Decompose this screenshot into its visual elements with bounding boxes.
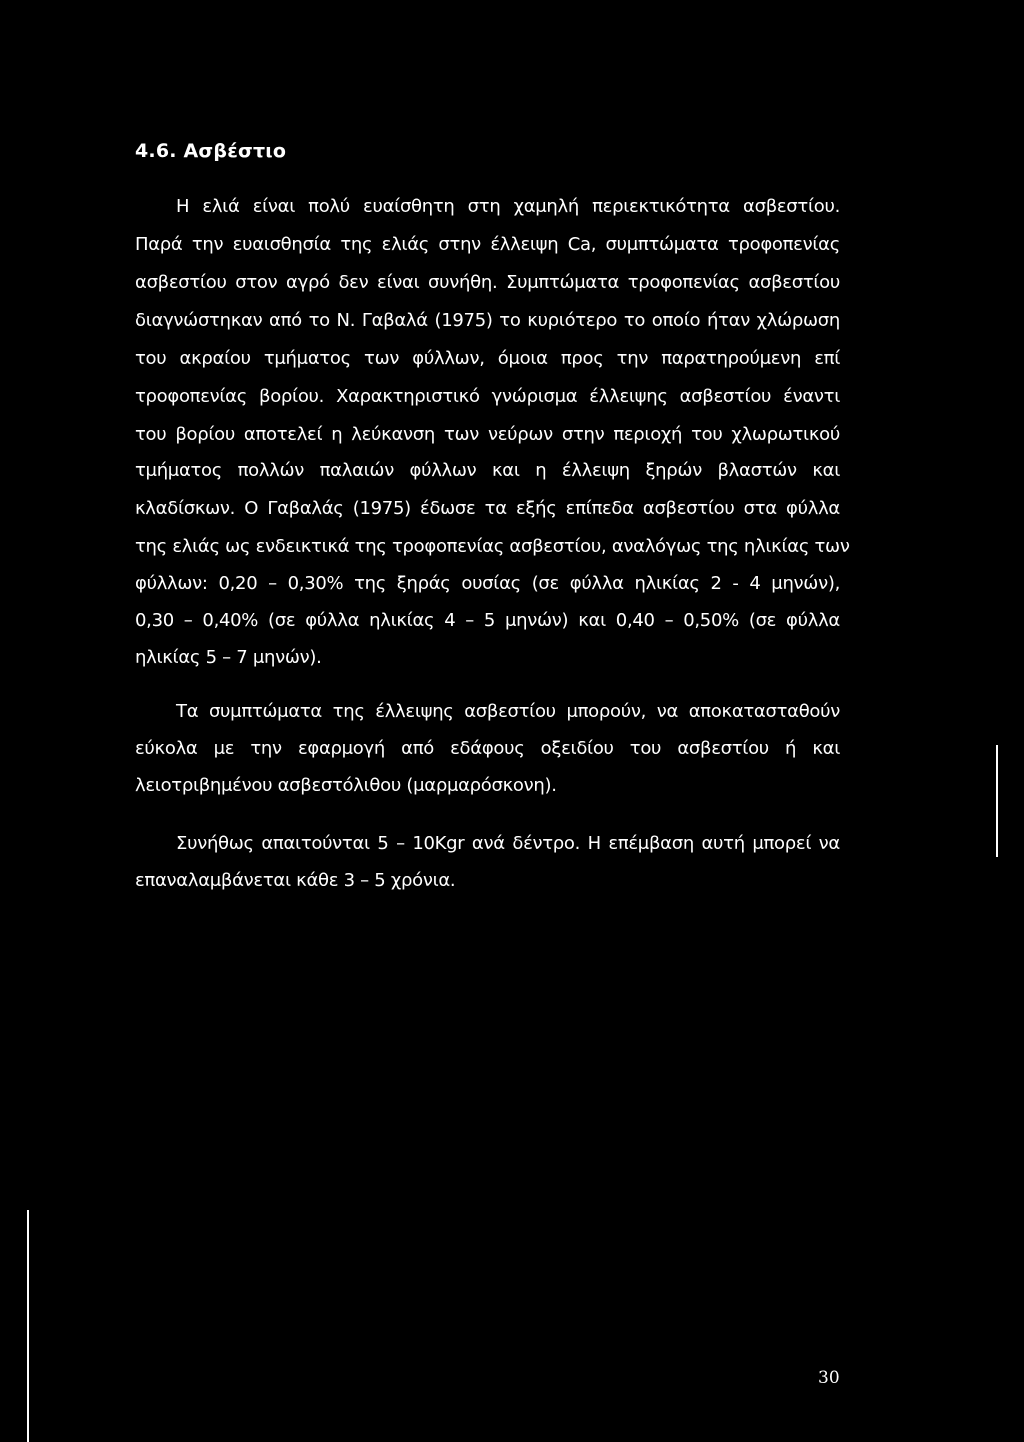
text-line: ηλικίας 5 – 7 μηνών). [135, 647, 322, 668]
margin-rule-left [27, 1210, 29, 1442]
text-line: 0,30 – 0,40% (σε φύλλα ηλικίας 4 – 5 μηνών) και 0,40 – 0,50% (σε φύλλα [135, 610, 840, 631]
text-line: Παρά την ευαισθησία της ελιάς στην έλλειψη Ca, συμπτώματα τροφοπενίας [135, 234, 840, 255]
text-line: τροφοπενίας βορίου. Χαρακτηριστικό γνώρισμα έλλειψης ασβεστίου έναντι [135, 386, 840, 407]
text-line: τμήματος πολλών παλαιών φύλλων και η έλλειψη ξηρών βλαστών και [135, 460, 840, 481]
text-line: διαγνώστηκαν από το Ν. Γαβαλά (1975) το κυριότερο το οποίο ήταν χλώρωση [135, 310, 840, 331]
text-line: Η ελιά είναι πολύ ευαίσθητη στη χαμηλή περιεκτικότητα ασβεστίου. [176, 196, 840, 217]
text-line: φύλλων: 0,20 – 0,30% της ξηράς ουσίας (σε φύλλα ηλικίας 2 - 4 μηνών), [135, 573, 840, 594]
text-line: λειοτριβημένου ασβεστόλιθου (μαρμαρόσκονη). [135, 775, 557, 796]
text-line: Τα συμπτώματα της έλλειψης ασβεστίου μπορούν, να αποκατασταθούν [176, 701, 840, 722]
text-line: του βορίου αποτελεί η λεύκανση των νεύρων στην περιοχή του χλωρωτικού [135, 424, 840, 445]
text-line: επαναλαμβάνεται κάθε 3 – 5 χρόνια. [135, 870, 456, 891]
text-line: ασβεστίου στον αγρό δεν είναι συνήθη. Συμπτώματα τροφοπενίας ασβεστίου [135, 272, 840, 293]
page-number: 30 [818, 1368, 840, 1388]
text-line: κλαδίσκων. Ο Γαβαλάς (1975) έδωσε τα εξής επίπεδα ασβεστίου στα φύλλα [135, 498, 840, 519]
margin-rule-right [996, 745, 998, 857]
text-line: του ακραίου τμήματος των φύλλων, όμοια προς την παρατηρούμενη επί [135, 348, 840, 369]
text-line: εύκολα με την εφαρμογή από εδάφους οξειδίου του ασβεστίου ή και [135, 738, 840, 759]
text-line: Συνήθως απαιτούνται 5 – 10Kgr ανά δέντρο. Η επέμβαση αυτή μπορεί να [176, 833, 840, 854]
text-line: της ελιάς ως ενδεικτικά της τροφοπενίας ασβεστίου, αναλόγως της ηλικίας των [135, 536, 850, 557]
section-heading: 4.6. Ασβέστιο [135, 140, 287, 162]
